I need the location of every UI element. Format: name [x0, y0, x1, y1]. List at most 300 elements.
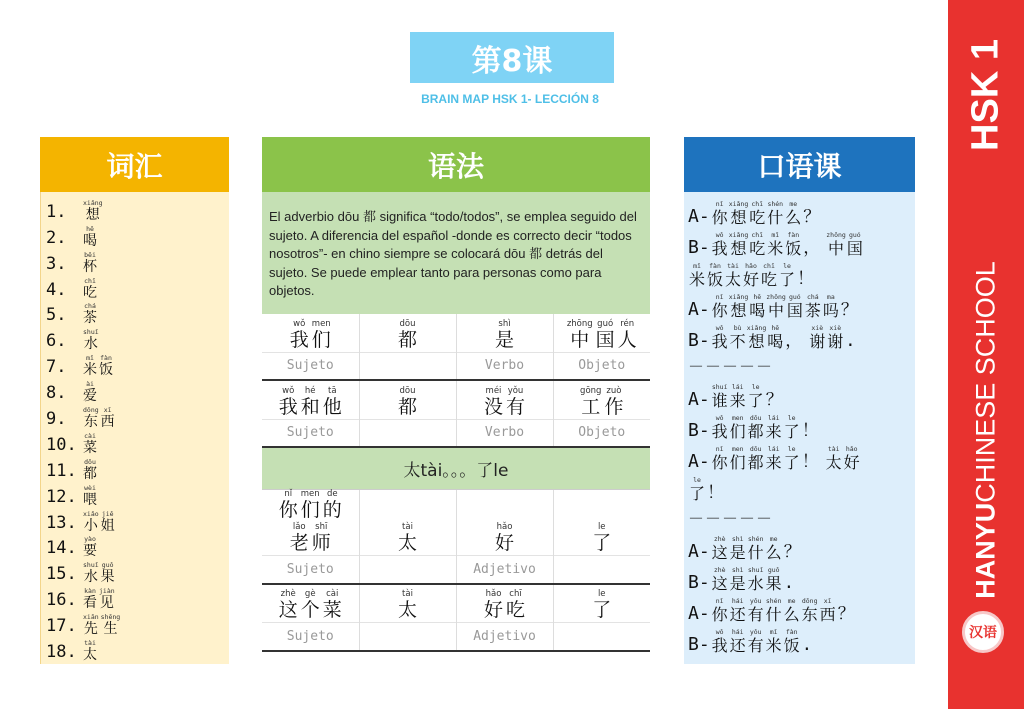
logo-text: 汉语 — [969, 625, 997, 641]
pinyin: le — [597, 589, 606, 599]
hanzi: 中 — [828, 239, 845, 258]
ruby-character — [748, 201, 766, 227]
pinyin: nǐ — [715, 293, 724, 301]
ruby-character — [301, 387, 320, 418]
grammar-role-label: Sujeto — [262, 556, 359, 584]
pinyin: mǐ — [693, 262, 701, 270]
cell-stack — [554, 523, 651, 554]
ruby-character — [495, 320, 514, 351]
school-name-bold: HANYU — [970, 502, 1001, 599]
hanzi: 见 — [99, 595, 114, 612]
punctuation: ！ — [707, 483, 724, 503]
hanzi: 们 — [729, 453, 746, 472]
ruby-character — [808, 325, 826, 351]
ruby-character — [711, 415, 729, 441]
hanzi: 水 — [747, 574, 764, 593]
ruby-character — [711, 201, 729, 227]
pinyin: shén — [767, 200, 784, 208]
hanzi: 什 — [747, 543, 764, 562]
example-cell — [359, 381, 456, 419]
ruby-character — [729, 232, 749, 258]
tai-le-pattern-header: 太tài。。。了le — [262, 448, 650, 490]
pinyin: le — [597, 522, 606, 532]
ruby-character — [101, 614, 121, 637]
grammar-role-row — [262, 352, 650, 380]
vocab-word — [83, 640, 97, 663]
ruby-character — [724, 263, 742, 289]
vocabulary-header: 词汇 — [40, 137, 229, 192]
dialogue-line — [688, 472, 915, 503]
grammar-role-row — [262, 419, 650, 447]
hanzi: 看 — [83, 595, 97, 612]
example-sentence-row — [262, 490, 650, 556]
cell-stack — [457, 320, 553, 351]
example-cell — [456, 490, 553, 556]
ruby-character — [711, 384, 729, 410]
ruby-character — [826, 325, 844, 351]
vocab-word — [83, 614, 120, 637]
grammar-role-label — [553, 556, 650, 584]
hanzi: 国 — [846, 239, 863, 258]
ruby-character — [567, 320, 593, 351]
ruby-character — [766, 201, 784, 227]
ruby-character — [729, 446, 747, 472]
speaker-label: B- — [688, 237, 710, 258]
hanzi: 你 — [711, 453, 728, 472]
hanzi: 都 — [397, 328, 417, 351]
dialogue-line — [688, 320, 915, 351]
vocab-number: 15. — [46, 564, 77, 585]
hanzi: 这 — [711, 574, 728, 593]
cell-line — [567, 320, 637, 351]
pinyin: nǐ — [715, 200, 724, 208]
ruby-character — [101, 407, 115, 430]
ruby-character — [301, 490, 320, 521]
hanzi: 太 — [397, 532, 417, 554]
pinyin: fàn — [785, 628, 798, 636]
hanzi: 好 — [494, 532, 514, 554]
hanzi: 国 — [786, 301, 803, 320]
vocab-number: 8. — [46, 383, 67, 404]
pinyin: dōu — [399, 318, 416, 329]
hanzi: 太 — [724, 270, 741, 289]
oral-panel — [684, 137, 915, 664]
pinyin: jiàn — [99, 587, 115, 596]
ruby-character — [83, 433, 97, 456]
ruby-character — [729, 294, 749, 320]
pinyin: xiǎng — [728, 200, 749, 208]
vocab-word — [83, 355, 113, 378]
pinyin: wǒ — [715, 414, 724, 422]
ruby-character — [729, 629, 747, 655]
grammar-role-label — [359, 623, 456, 651]
hanzi: 喝 — [83, 232, 97, 249]
hanzi: 你 — [711, 301, 728, 320]
ruby-character — [786, 294, 804, 320]
hanzi: 师 — [311, 532, 331, 554]
ruby-character — [290, 523, 309, 554]
cell-line — [290, 320, 331, 351]
ruby-character — [801, 598, 819, 624]
pinyin: xiǎo — [83, 509, 99, 518]
pinyin: hǎo — [845, 445, 858, 453]
dialogue-line — [688, 379, 915, 410]
ruby-character — [301, 590, 320, 621]
hanzi: 么 — [765, 543, 782, 562]
cell-stack — [457, 523, 553, 554]
vocab-word — [83, 562, 115, 585]
vocab-number: 5. — [46, 305, 67, 326]
hanzi: 你 — [711, 208, 728, 227]
vocab-word — [83, 226, 97, 249]
ruby-character — [765, 446, 783, 472]
cell-stack — [262, 320, 359, 351]
pinyin: hǎo — [745, 262, 757, 270]
example-cell — [262, 314, 359, 352]
ruby-character — [506, 387, 525, 418]
pinyin: hǎo — [496, 522, 513, 532]
ruby-character — [765, 536, 783, 562]
hanzi: 有 — [747, 636, 764, 655]
hanzi: 菜 — [322, 599, 342, 621]
ruby-character — [312, 523, 331, 554]
speaker-label: A- — [688, 451, 710, 472]
ruby-character — [766, 294, 786, 320]
pinyin: lái — [767, 414, 780, 422]
pinyin: méi — [485, 385, 502, 396]
ruby-character — [748, 232, 766, 258]
ruby-character — [83, 640, 97, 663]
pinyin: shén — [765, 597, 782, 605]
cell-stack — [554, 320, 651, 351]
hanzi: 米 — [767, 239, 784, 258]
vocab-number: 2. — [46, 227, 67, 248]
ruby-character — [729, 384, 747, 410]
example-cell — [262, 585, 359, 623]
ruby-character — [688, 477, 706, 503]
hanzi: 的 — [322, 499, 342, 521]
hsk-level-label: HSK 1 — [964, 39, 1007, 151]
hanzi: 来 — [729, 391, 746, 410]
ruby-character — [83, 329, 99, 352]
pinyin: xiǎng — [728, 293, 749, 301]
hanzi: 是 — [729, 543, 746, 562]
ruby-character — [747, 325, 767, 351]
ruby-character — [822, 294, 840, 320]
hanzi: 吗 — [822, 301, 839, 320]
ruby-character — [323, 387, 342, 418]
example-cell — [359, 490, 456, 556]
pinyin: zhè — [280, 589, 296, 599]
pinyin: tài — [84, 639, 96, 648]
dialogue-separator: －－－－－ — [688, 356, 774, 376]
cell-stack — [262, 387, 359, 418]
vocab-item — [41, 535, 229, 561]
vocab-word — [83, 433, 97, 456]
hanzi: 作 — [604, 395, 624, 418]
pinyin: fàn — [100, 354, 112, 363]
hanzi: 国 — [595, 328, 615, 351]
vocab-word — [83, 303, 97, 326]
pinyin: xiǎng — [83, 198, 103, 207]
cell-line — [484, 387, 525, 418]
hanzi: 生 — [103, 621, 118, 638]
hanzi: 老 — [289, 532, 309, 554]
pinyin: me — [789, 200, 798, 208]
grammar-example-table — [262, 381, 650, 448]
ruby-character — [783, 629, 801, 655]
hanzi: 都 — [747, 453, 764, 472]
hanzi: 了 — [592, 532, 612, 554]
grammar-role-label — [359, 352, 456, 380]
grammar-role-label — [359, 556, 456, 584]
pinyin: xiǎng — [728, 231, 749, 239]
ruby-character — [766, 325, 784, 351]
vocab-item — [41, 586, 229, 612]
hanzi: 喝 — [749, 301, 766, 320]
lesson-title: 第8课 — [471, 43, 553, 79]
pinyin: nǐ — [284, 489, 293, 499]
hanzi: 还 — [729, 605, 746, 624]
ruby-character — [398, 320, 417, 351]
pinyin: me — [787, 597, 796, 605]
vocab-item — [41, 302, 229, 328]
ruby-character — [83, 562, 99, 585]
pinyin: zhōng — [766, 293, 786, 301]
grammar-example-table — [262, 314, 650, 381]
vocabulary-panel — [40, 137, 229, 664]
hanzi: 饭 — [785, 239, 802, 258]
pinyin: le — [751, 383, 760, 391]
cell-line — [290, 523, 331, 554]
hanzi: 果 — [765, 574, 782, 593]
dialogue-line — [688, 410, 915, 441]
punctuation: ？ — [803, 207, 821, 227]
grammar-role-label: Verbo — [456, 419, 553, 447]
hanzi: 水 — [83, 336, 98, 353]
hanzi: 什 — [765, 605, 782, 624]
grammar-role-label: Sujeto — [262, 623, 359, 651]
grammar-role-label: Adjetivo — [456, 556, 553, 584]
dialogue-list — [684, 192, 915, 664]
hanzi: 水 — [83, 569, 98, 586]
vocab-number: 10. — [46, 434, 77, 455]
hanzi: 杯 — [83, 258, 97, 275]
punctuation: ？ — [837, 604, 855, 624]
pinyin: bēi — [84, 250, 96, 259]
pinyin: bù — [733, 324, 742, 332]
ruby-character — [711, 232, 729, 258]
vocabulary-list — [40, 192, 229, 664]
vocab-number: 13. — [46, 512, 77, 533]
dialogue-line — [688, 289, 915, 320]
vocab-number: 18. — [46, 642, 77, 663]
pinyin: zuò — [606, 385, 622, 396]
dialogue-line — [688, 562, 915, 593]
ruby-character — [484, 387, 503, 418]
pinyin: tài — [402, 589, 413, 599]
hanzi: 太 — [83, 647, 97, 664]
grammar-role-label — [553, 623, 650, 651]
ruby-character — [323, 490, 342, 521]
school-name — [971, 261, 1002, 599]
pinyin: rén — [620, 318, 635, 329]
vocab-number: 6. — [46, 331, 67, 352]
cell-stack — [360, 523, 456, 554]
hanzi: 东 — [801, 605, 818, 624]
cell-stack — [554, 387, 651, 418]
ruby-character — [783, 415, 801, 441]
ruby-character — [99, 588, 115, 611]
pinyin: hē — [771, 324, 780, 332]
ruby-character — [747, 567, 765, 593]
ruby-character — [747, 415, 765, 441]
ruby-character — [819, 598, 837, 624]
hanzi: 姐 — [100, 517, 115, 534]
grammar-role-label: Sujeto — [262, 419, 359, 447]
vocab-word — [83, 329, 99, 352]
speaker-label: B- — [688, 572, 710, 593]
pinyin: xiǎng — [746, 324, 767, 332]
ruby-character — [279, 590, 298, 621]
example-sentence-row — [262, 381, 650, 419]
pinyin: yào — [84, 535, 96, 544]
hanzi: 想 — [730, 208, 747, 227]
dialogue-line — [688, 258, 915, 289]
vocab-word — [83, 511, 115, 534]
pinyin: tài — [727, 262, 739, 270]
pinyin: fàn — [787, 231, 800, 239]
pinyin: mǐ — [86, 354, 94, 363]
vocab-item — [41, 509, 229, 535]
hanzi: 了 — [747, 391, 764, 410]
pinyin: guó — [848, 231, 861, 239]
ruby-character — [83, 381, 97, 404]
ruby-character — [760, 263, 778, 289]
hanzi: 这 — [278, 599, 298, 621]
pinyin: men — [731, 414, 744, 422]
example-cell — [553, 314, 650, 352]
pinyin: tā — [327, 385, 337, 396]
cell-line — [592, 523, 611, 554]
pinyin: men — [311, 318, 331, 329]
pinyin: chī — [751, 200, 764, 208]
pinyin: dōu — [399, 385, 416, 396]
cell-line — [398, 387, 417, 418]
ruby-character — [765, 598, 783, 624]
vocab-item — [41, 224, 229, 250]
ruby-character — [766, 232, 784, 258]
hanzi: 了 — [783, 453, 800, 472]
ruby-character — [765, 415, 783, 441]
ruby-character — [101, 562, 115, 585]
ruby-character — [83, 226, 97, 249]
hanzi: 太 — [825, 453, 842, 472]
pinyin: chá — [806, 293, 819, 301]
dialogue-line — [688, 624, 915, 655]
hanzi: 米 — [688, 270, 705, 289]
hanzi: 要 — [83, 543, 97, 560]
ruby-character — [312, 320, 331, 351]
speaker-label: A- — [688, 299, 710, 320]
hanzi: 米 — [83, 362, 97, 379]
hanzi: 我 — [289, 328, 309, 351]
ruby-character — [765, 567, 783, 593]
pinyin: lái — [767, 445, 780, 453]
hanzi: 没 — [483, 395, 503, 418]
punctuation: . — [783, 573, 794, 593]
hanzi: 好 — [483, 599, 503, 621]
pinyin: nǐ — [715, 445, 724, 453]
grammar-explanation: El adverbio dōu 都 significa “todo/todos”, se emplea seguido del sujeto. A diferencia del español -donde es correcto decir “todos nosotros”- en chino siempre se colocará dōu 都 detrás del sujeto. Se puede emplear tanto para personas como para objetos. — [262, 192, 650, 314]
ruby-character — [747, 598, 765, 624]
ruby-character — [618, 320, 637, 351]
ruby-character — [729, 325, 747, 351]
grammar-role-label: Objeto — [553, 419, 650, 447]
vocab-word — [83, 459, 97, 482]
grammar-role-label: Sujeto — [262, 352, 359, 380]
ruby-character — [398, 387, 417, 418]
pinyin: wǒ — [282, 385, 295, 396]
cell-line — [398, 320, 417, 351]
hanzi: 茶 — [83, 310, 97, 327]
pinyin: zhōng — [566, 318, 593, 329]
ruby-character — [747, 536, 765, 562]
ruby-character — [706, 263, 724, 289]
hanzi: 饭 — [783, 636, 800, 655]
pinyin: jiě — [101, 509, 114, 518]
cell-stack — [457, 590, 553, 621]
hanzi: 东 — [83, 414, 98, 431]
hanzi: 谁 — [711, 391, 728, 410]
hanzi: 我 — [711, 422, 728, 441]
hanzi: 好 — [843, 453, 860, 472]
vocab-number: 7. — [46, 357, 67, 378]
pinyin: shēng — [100, 613, 121, 622]
cell-stack — [262, 590, 359, 621]
hanzi: 是 — [729, 574, 746, 593]
hanzi: 们 — [729, 422, 746, 441]
example-cell — [262, 381, 359, 419]
ruby-character — [711, 294, 729, 320]
ruby-character — [843, 446, 861, 472]
hanzi: 了 — [688, 484, 705, 503]
speaker-label: A- — [688, 389, 710, 410]
pinyin: shuǐ — [83, 328, 99, 337]
ruby-character — [506, 590, 525, 621]
ruby-character — [711, 567, 729, 593]
hanzi: 吃 — [83, 284, 97, 301]
grammar-example-table — [262, 585, 650, 652]
example-cell — [262, 490, 359, 556]
pinyin: xī — [823, 597, 832, 605]
ruby-character — [83, 278, 97, 301]
ruby-character — [484, 590, 503, 621]
ruby-character — [711, 536, 729, 562]
pinyin: hē — [753, 293, 762, 301]
vocab-item — [41, 379, 229, 405]
hanzi: 中 — [570, 328, 590, 351]
pinyin: le — [787, 445, 796, 453]
ruby-character — [83, 614, 99, 637]
vocab-word — [83, 485, 97, 508]
ruby-character — [784, 232, 802, 258]
pinyin: dōng — [801, 597, 818, 605]
pinyin: chī — [751, 231, 764, 239]
lesson-title-box — [410, 32, 614, 83]
hanzi: 好 — [742, 270, 759, 289]
pinyin: chī — [509, 589, 522, 599]
